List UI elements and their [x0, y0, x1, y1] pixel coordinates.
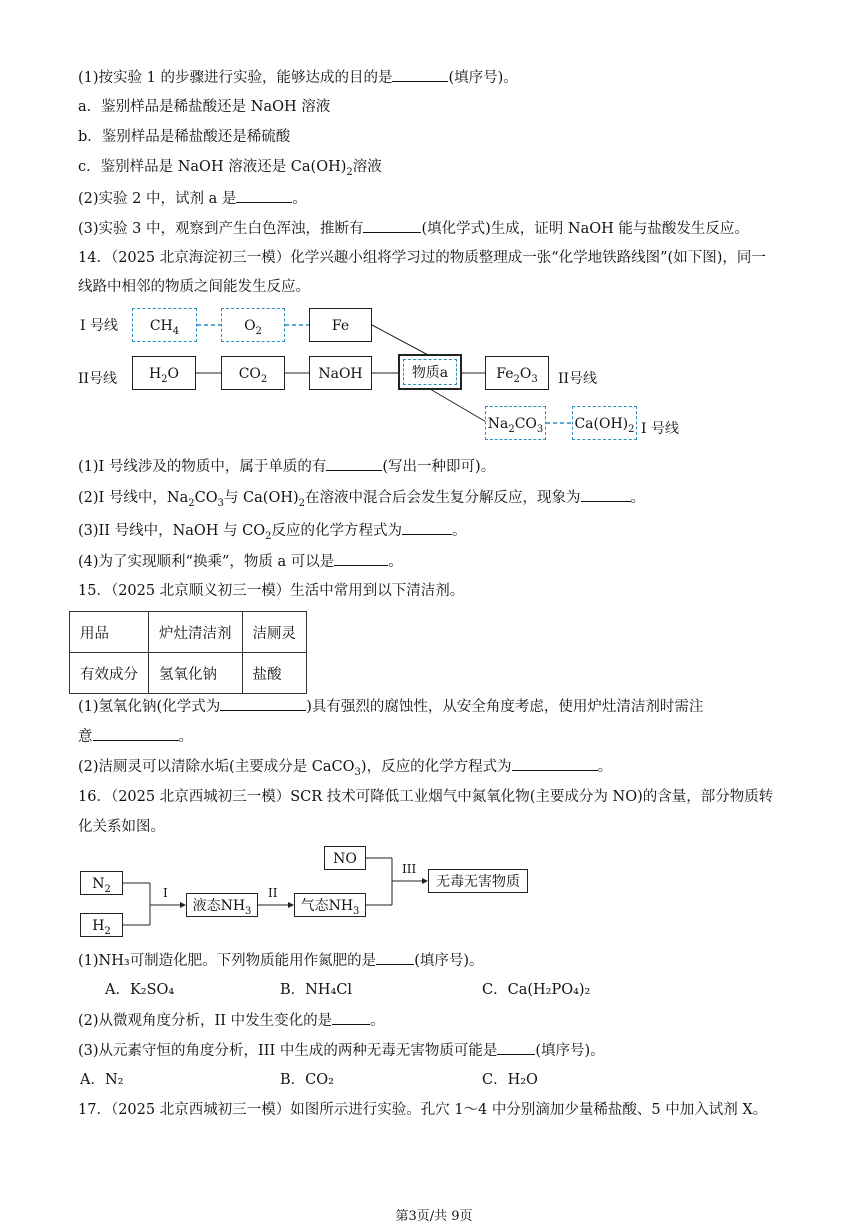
q14-heading-line2: 线路中相邻的物质之间能发生反应。	[78, 279, 310, 295]
table-cell: 洁厕灵	[242, 612, 307, 653]
h2o-o: O	[167, 366, 180, 382]
q14-part2-tail: 在溶液中混合后会发生复分解反应，现象为	[305, 490, 581, 506]
answer-blank[interactable]	[332, 1010, 370, 1025]
step-label-3: III	[402, 862, 417, 876]
q13-option-b: b．鉴别样品是稀盐酸还是稀硫酸	[78, 129, 291, 145]
q16-option-c: C．Ca(H₂PO₄)₂	[482, 982, 591, 998]
node-no: NO	[324, 846, 366, 870]
liquid-nh3-text: 液态NH	[192, 898, 246, 914]
caoh2-text: Ca(OH)	[574, 416, 629, 432]
q15-part1-line2-text: 意	[78, 729, 93, 745]
step-label-2: II	[268, 886, 278, 900]
q16-part2	[78, 1010, 385, 1031]
q14-part1-end: (写出一种即可)。	[382, 459, 496, 475]
q16-option-b: B．NH₄Cl	[280, 982, 353, 998]
q16-part3-end: (填序号)。	[535, 1043, 605, 1059]
node-h2o: $H_2O$	[132, 356, 196, 390]
node-ch4: $CH_4$	[132, 308, 197, 342]
q16-option-a: A．K₂SO₄	[105, 982, 175, 998]
q16-p3-option-a: A．N₂	[80, 1072, 124, 1088]
node-caoh2: $Ca(OH)_2$	[572, 406, 637, 440]
gas-nh3-text: 气态NH	[300, 898, 354, 914]
line1-label-right: I 号线	[641, 421, 679, 437]
q15-part2: (2)洁厕灵可以清除水垢(主要成分是 CaCO$_3$)，反应的化学方程式为 。	[78, 756, 612, 783]
node-o2: $O_2$	[221, 308, 285, 342]
q14-part3-end: 。	[452, 523, 467, 539]
table-cell: 氢氧化钠	[149, 653, 243, 694]
step-label-1: I	[163, 886, 168, 900]
answer-blank[interactable]	[376, 950, 414, 965]
table-cell: 有效成分	[70, 653, 149, 694]
q14-part3-text: (3)II 号线中，NaOH 与 CO	[78, 523, 266, 539]
line1-label: I 号线	[80, 318, 118, 334]
q15-part2-end: 。	[597, 759, 613, 775]
table-cell: 盐酸	[242, 653, 307, 694]
q13-part3-end: (填化学式)生成，证明 NaOH 能与盐酸发生反应。	[421, 221, 749, 237]
line2-label: II号线	[78, 371, 118, 387]
q16-heading-line2: 化关系如图。	[78, 819, 165, 835]
q14-part4-end: 。	[388, 554, 403, 570]
q13-part2-text: (2)实验 2 中，试剂 a 是	[78, 191, 237, 207]
fe2o3-fe: Fe	[496, 366, 514, 382]
q13-option-c-text: c．鉴别样品是 NaOH 溶液还是 Ca(OH)	[78, 159, 347, 175]
q13-option-a: a．鉴别样品是稀盐酸还是 NaOH 溶液	[78, 99, 331, 115]
q15-part1-end: 。	[178, 729, 193, 745]
q16-part1	[78, 950, 484, 971]
q15-part1-mid: )具有强烈的腐蚀性，从安全角度考虑，使用炉灶清洁剂时需注	[306, 699, 704, 715]
q14-part3-tail: 反应的化学方程式为	[271, 523, 403, 539]
q14-part2-co: CO	[194, 490, 218, 506]
q14-part2-end: 。	[630, 490, 646, 506]
h2-text: H	[92, 918, 105, 934]
q16-part2-end: 。	[370, 1013, 385, 1029]
n2-text: N	[92, 876, 105, 892]
fe2o3-o: O	[519, 366, 532, 382]
q14-part2-text: (2)I 号线中，Na	[78, 490, 189, 506]
table-cell: 炉灶清洁剂	[149, 612, 243, 653]
na2co3-na: Na	[487, 416, 509, 432]
q14-part4-text: (4)为了实现顺利“换乘”，物质 a 可以是	[78, 554, 335, 570]
node-n2: $N_2$	[80, 871, 123, 895]
q16-part3-text: (3)从元素守恒的角度分析，III 中生成的两种无毒无害物质可能是	[78, 1043, 498, 1059]
q16-heading-line1: 16．（2025 北京西城初三一模）SCR 技术可降低工业烟气中氮氧化物(主要成分为 NO)的含量，部分物质转	[78, 789, 774, 805]
co2-text: CO	[238, 366, 261, 382]
q13-part1-end: (填序号)。	[448, 70, 518, 86]
q15-part2-mid: )，反应的化学方程式为	[360, 759, 512, 775]
q14-part1-text: (1)I 号线涉及的物质中，属于单质的有	[78, 459, 327, 475]
node-h2: $H_2$	[80, 913, 123, 937]
q16-part3	[78, 1040, 605, 1061]
q14-heading-line1: 14．（2025 北京海淀初三一模）化学兴趣小组将学习过的物质整理成一张“化学地铁路线图”(如下图)，同一	[78, 250, 766, 266]
page-footer: 第3页/共 9页	[395, 1209, 473, 1224]
q15-part1-text: (1)氢氧化钠(化学式为	[78, 699, 221, 715]
q13-part2-end: 。	[292, 191, 307, 207]
q16-part1-end: (填序号)。	[414, 953, 484, 969]
q16-part1-text: (1)NH₃可制造化肥。下列物质能用作氮肥的是	[78, 953, 377, 969]
q17-heading: 17．（2025 北京西城初三一模）如图所示进行实验。孔穴 1～4 中分别滴加少量稀盐酸、5 中加入试剂 X。	[78, 1102, 768, 1118]
node-na2co3: $Na_2CO_3$	[485, 406, 546, 440]
node-co2: $CO_2$	[221, 356, 285, 390]
node-product: 无毒无害物质	[428, 869, 528, 893]
q16-p3-option-b: B．CO₂	[280, 1072, 334, 1088]
q14-part2: (2)I 号线中，$Na_2CO_3$与 $Ca(OH)_2$在溶液中混合后会发生复分解反应，现象为 。	[78, 487, 645, 514]
h2o-h: H	[148, 366, 162, 382]
node-substance-a: 物质a	[398, 354, 462, 390]
node-liquid-nh3: 液态$NH_3$	[186, 893, 258, 917]
q13-option-c: c．鉴别样品是 NaOH 溶液还是 $Ca(OH)_2$溶液	[78, 159, 382, 178]
ch4-text: CH	[149, 318, 173, 334]
q14-part3: (3)II 号线中，NaOH 与 $CO_2$反应的化学方程式为 。	[78, 520, 467, 547]
q15-heading: 15．（2025 北京顺义初三一模）生活中常用到以下清洁剂。	[78, 583, 465, 599]
table-cell: 用品	[70, 612, 149, 653]
q14-part2-caoh: 与 Ca(OH)	[223, 490, 299, 506]
q13-part3-text: (3)实验 3 中，观察到产生白色浑浊，推断有	[78, 221, 364, 237]
na2co3-co: CO	[514, 416, 537, 432]
line2-label-right: II号线	[558, 371, 598, 387]
node-naoh: NaOH	[309, 356, 372, 390]
q15-part2-text: (2)洁厕灵可以清除水垢(主要成分是 CaCO	[78, 759, 355, 775]
q16-part2-text: (2)从微观角度分析，II 中发生变化的是	[78, 1013, 333, 1029]
q13-part1-text: (1)按实验 1 的步骤进行实验，能够达成的目的是	[78, 70, 393, 86]
answer-blank[interactable]	[497, 1040, 535, 1055]
node-fe2o3: $Fe_2O_3$	[485, 356, 549, 390]
q13-option-c-end: 溶液	[352, 159, 382, 175]
q16-p3-option-c: C．H₂O	[482, 1072, 538, 1088]
o2-text: O	[244, 318, 256, 334]
node-gas-nh3: 气态$NH_3$	[294, 893, 366, 917]
node-fe: Fe	[309, 308, 372, 342]
